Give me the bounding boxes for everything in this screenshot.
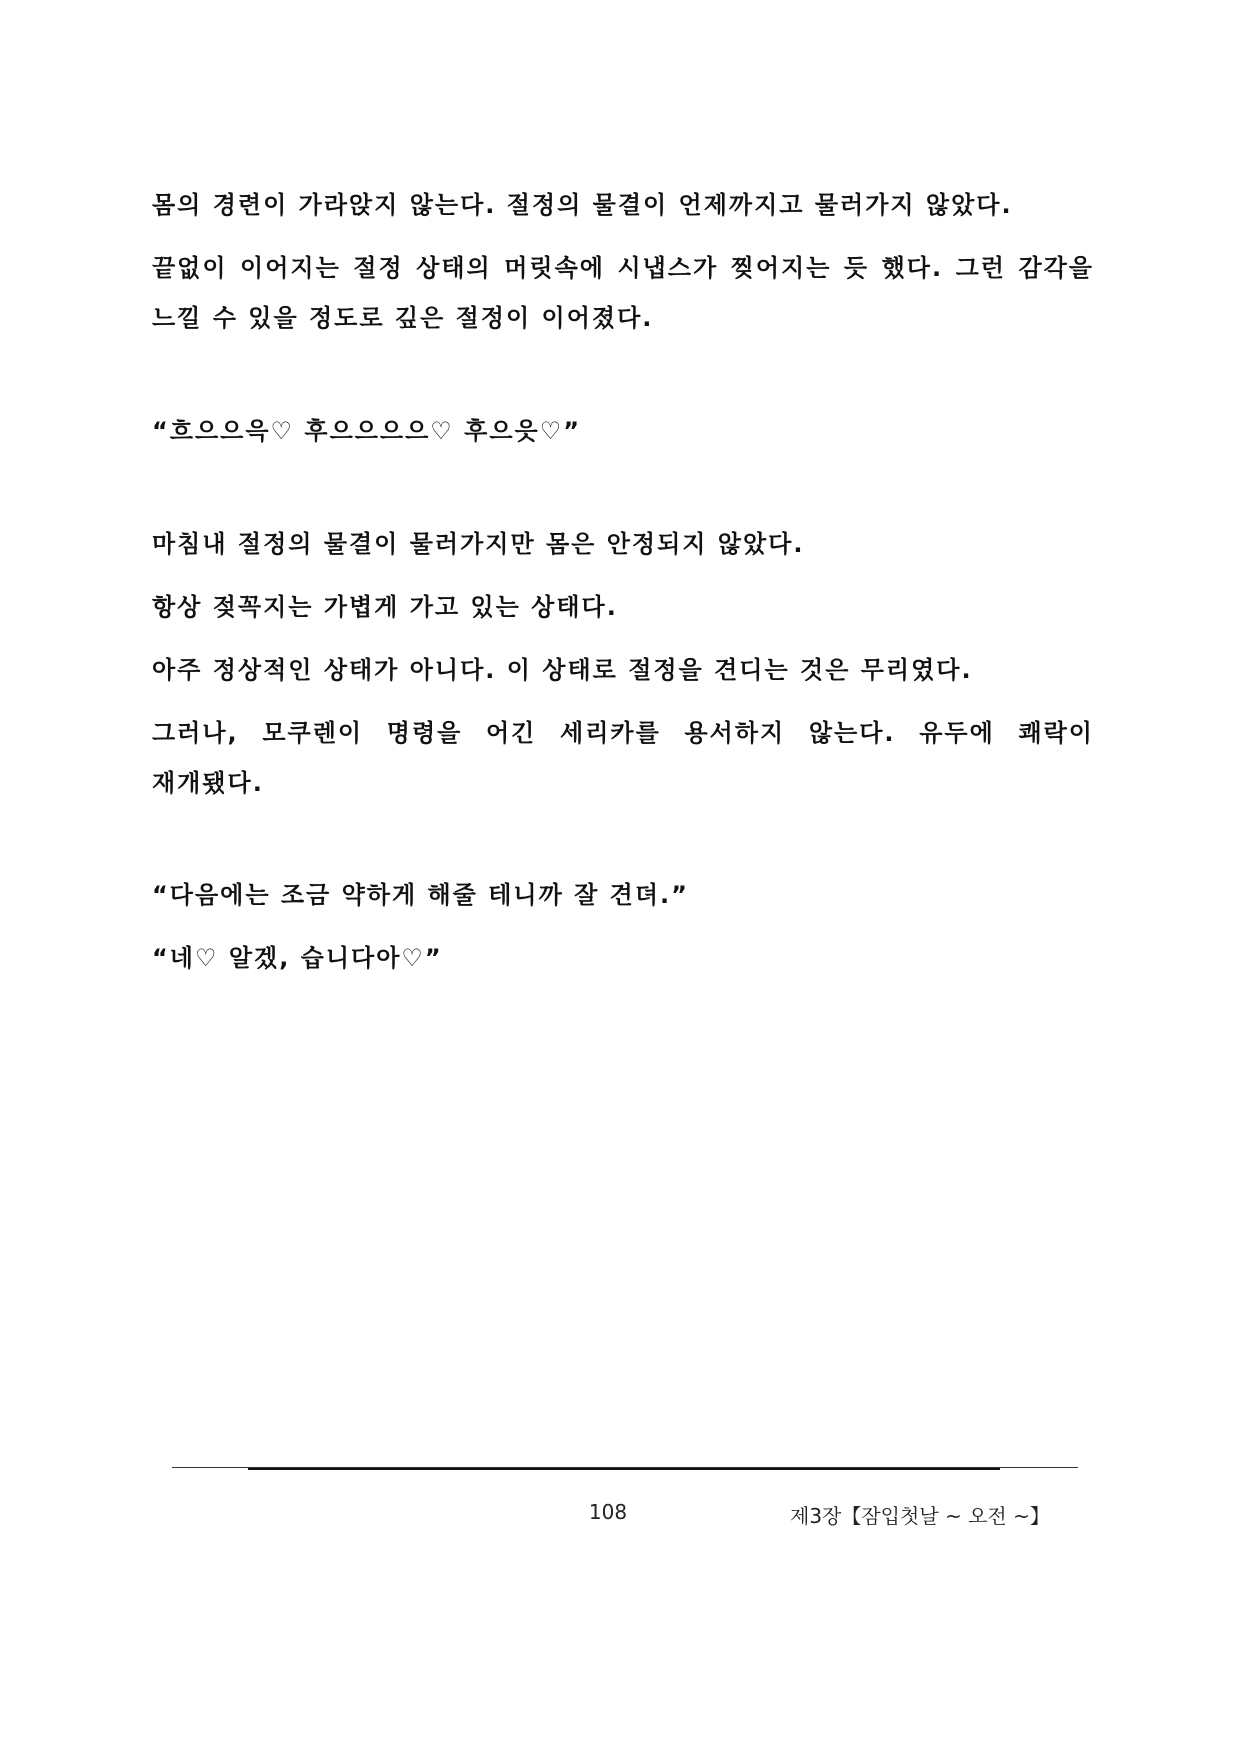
paragraph: 끝없이 이어지는 절정 상태의 머릿속에 시냅스가 찢어지는 듯 했다. 그런 감각을 느낄 수 있을 정도로 깊은 절정이 이어졌다. <box>152 254 1094 332</box>
dialogue-line: “흐으으윽♡ 후으으으으♡ 후으읏♡” <box>152 417 582 445</box>
paragraph-gap <box>152 343 1094 406</box>
page-number: 108 <box>588 1500 628 1524</box>
paragraph: 몸의 경련이 가라앉지 않는다. 절정의 물결이 언제까지고 물러가지 않았다. <box>152 191 1013 219</box>
chapter-title: 제3장【잠입첫날 ~ 오전 ~】 <box>790 1504 1050 1528</box>
dialogue-line: “다음에는 조금 약하게 해줄 테니까 잘 견뎌.” <box>152 881 689 909</box>
paragraph-gap <box>152 808 1094 870</box>
paragraph: 그러나, 모쿠렌이 명령을 어긴 세리카를 용서하지 않는다. 유두에 쾌락이 재개됐다. <box>152 719 1094 797</box>
paragraph: 마침내 절정의 물결이 물러가지만 몸은 안정되지 않았다. <box>152 530 805 558</box>
paragraph-gap <box>152 456 1094 519</box>
paragraph: 항상 젖꼭지는 가볍게 가고 있는 상태다. <box>152 593 618 621</box>
body-text <box>152 180 1094 983</box>
dialogue-line: “네♡ 알겠, 습니다아♡” <box>152 944 443 972</box>
paragraph: 아주 정상적인 상태가 아니다. 이 상태로 절정을 견디는 것은 무리였다. <box>152 656 973 684</box>
footer-divider-bold <box>248 1468 1000 1470</box>
